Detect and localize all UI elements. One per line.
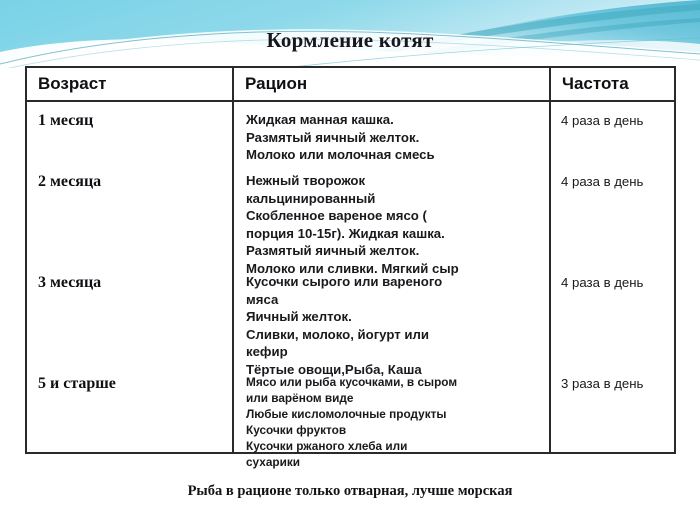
diet-line: Кусочки фруктов [246,423,347,438]
age-label: 2 месяца [38,173,102,190]
diet-line: или варёном виде [246,391,354,406]
table-cell-diet [232,264,551,377]
diet-line: Любые кисломолочные продукты [246,407,447,422]
diet-line: Размятый яичный желток. [246,129,420,145]
diet-line: Размятый яичный желток. [246,243,420,259]
column-header-frequency-label: Частота [562,74,629,93]
page-title: Кормление котят [266,28,434,52]
table-row [27,365,674,470]
diet-line: кефир [246,344,288,360]
diet-line: сухарики [246,455,301,470]
diet-line: Нежный творожок [246,173,366,188]
feeding-schedule-table [25,66,676,470]
diet-line: Тёртые овощи,Рыба, Каша [246,361,422,377]
diet-text [234,365,549,470]
table-row [27,163,674,276]
footer-note: Рыба в рационе только отварная, лучше морская [187,483,513,499]
table-cell-age [27,102,232,163]
diet-line: Жидкая манная кашка. [246,112,394,127]
frequency-label: 4 раза в день [561,113,644,128]
table-cell-diet [232,102,551,163]
diet-line: Молоко или молочная смесь [246,147,435,163]
table-header-cell-age [27,68,232,100]
table-cell-diet [232,365,551,470]
table-cell-frequency [551,365,674,454]
table-row [27,264,674,377]
age-label: 1 месяц [38,112,94,129]
diet-line: Молоко или сливки. Мягкий сыр [246,260,459,276]
table-cell-age [27,264,232,365]
table-header-cell-diet [232,68,551,100]
diet-line: Мясо или рыба кусочками, в сыром [246,375,458,389]
diet-text [234,102,549,164]
column-header-diet-label: Рацион [245,74,308,93]
diet-line: Сливки, молоко, йогурт или [246,326,429,342]
diet-line: порция 10-15г). Жидкая кашка. [246,225,445,241]
table-header-cell-frequency [551,68,674,100]
table-cell-frequency [551,264,674,365]
table-header-row [27,68,674,102]
column-header-age-label: Возраст [38,74,107,93]
frequency-label: 3 раза в день [561,376,644,391]
table-cell-diet [232,163,551,276]
frequency-label: 4 раза в день [561,275,644,290]
diet-line: мяса [246,291,279,307]
diet-line: Кусочки сырого или вареного [246,274,443,289]
frequency-label: 4 раза в день [561,174,644,189]
table-cell-age [27,365,232,454]
table-cell-frequency [551,102,674,163]
diet-line: Кусочки ржаного хлеба или [246,439,408,454]
table-cell-frequency [551,163,674,264]
table-cell-age [27,163,232,264]
diet-line: Скобленное вареное мясо ( [246,208,427,224]
age-label: 3 месяца [38,274,102,291]
diet-text [234,163,549,277]
age-label: 5 и старше [38,375,116,392]
table-row [27,102,674,163]
diet-line: кальцинированный [246,190,376,206]
diet-text [234,264,549,378]
diet-line: Яичный желток. [246,309,352,325]
